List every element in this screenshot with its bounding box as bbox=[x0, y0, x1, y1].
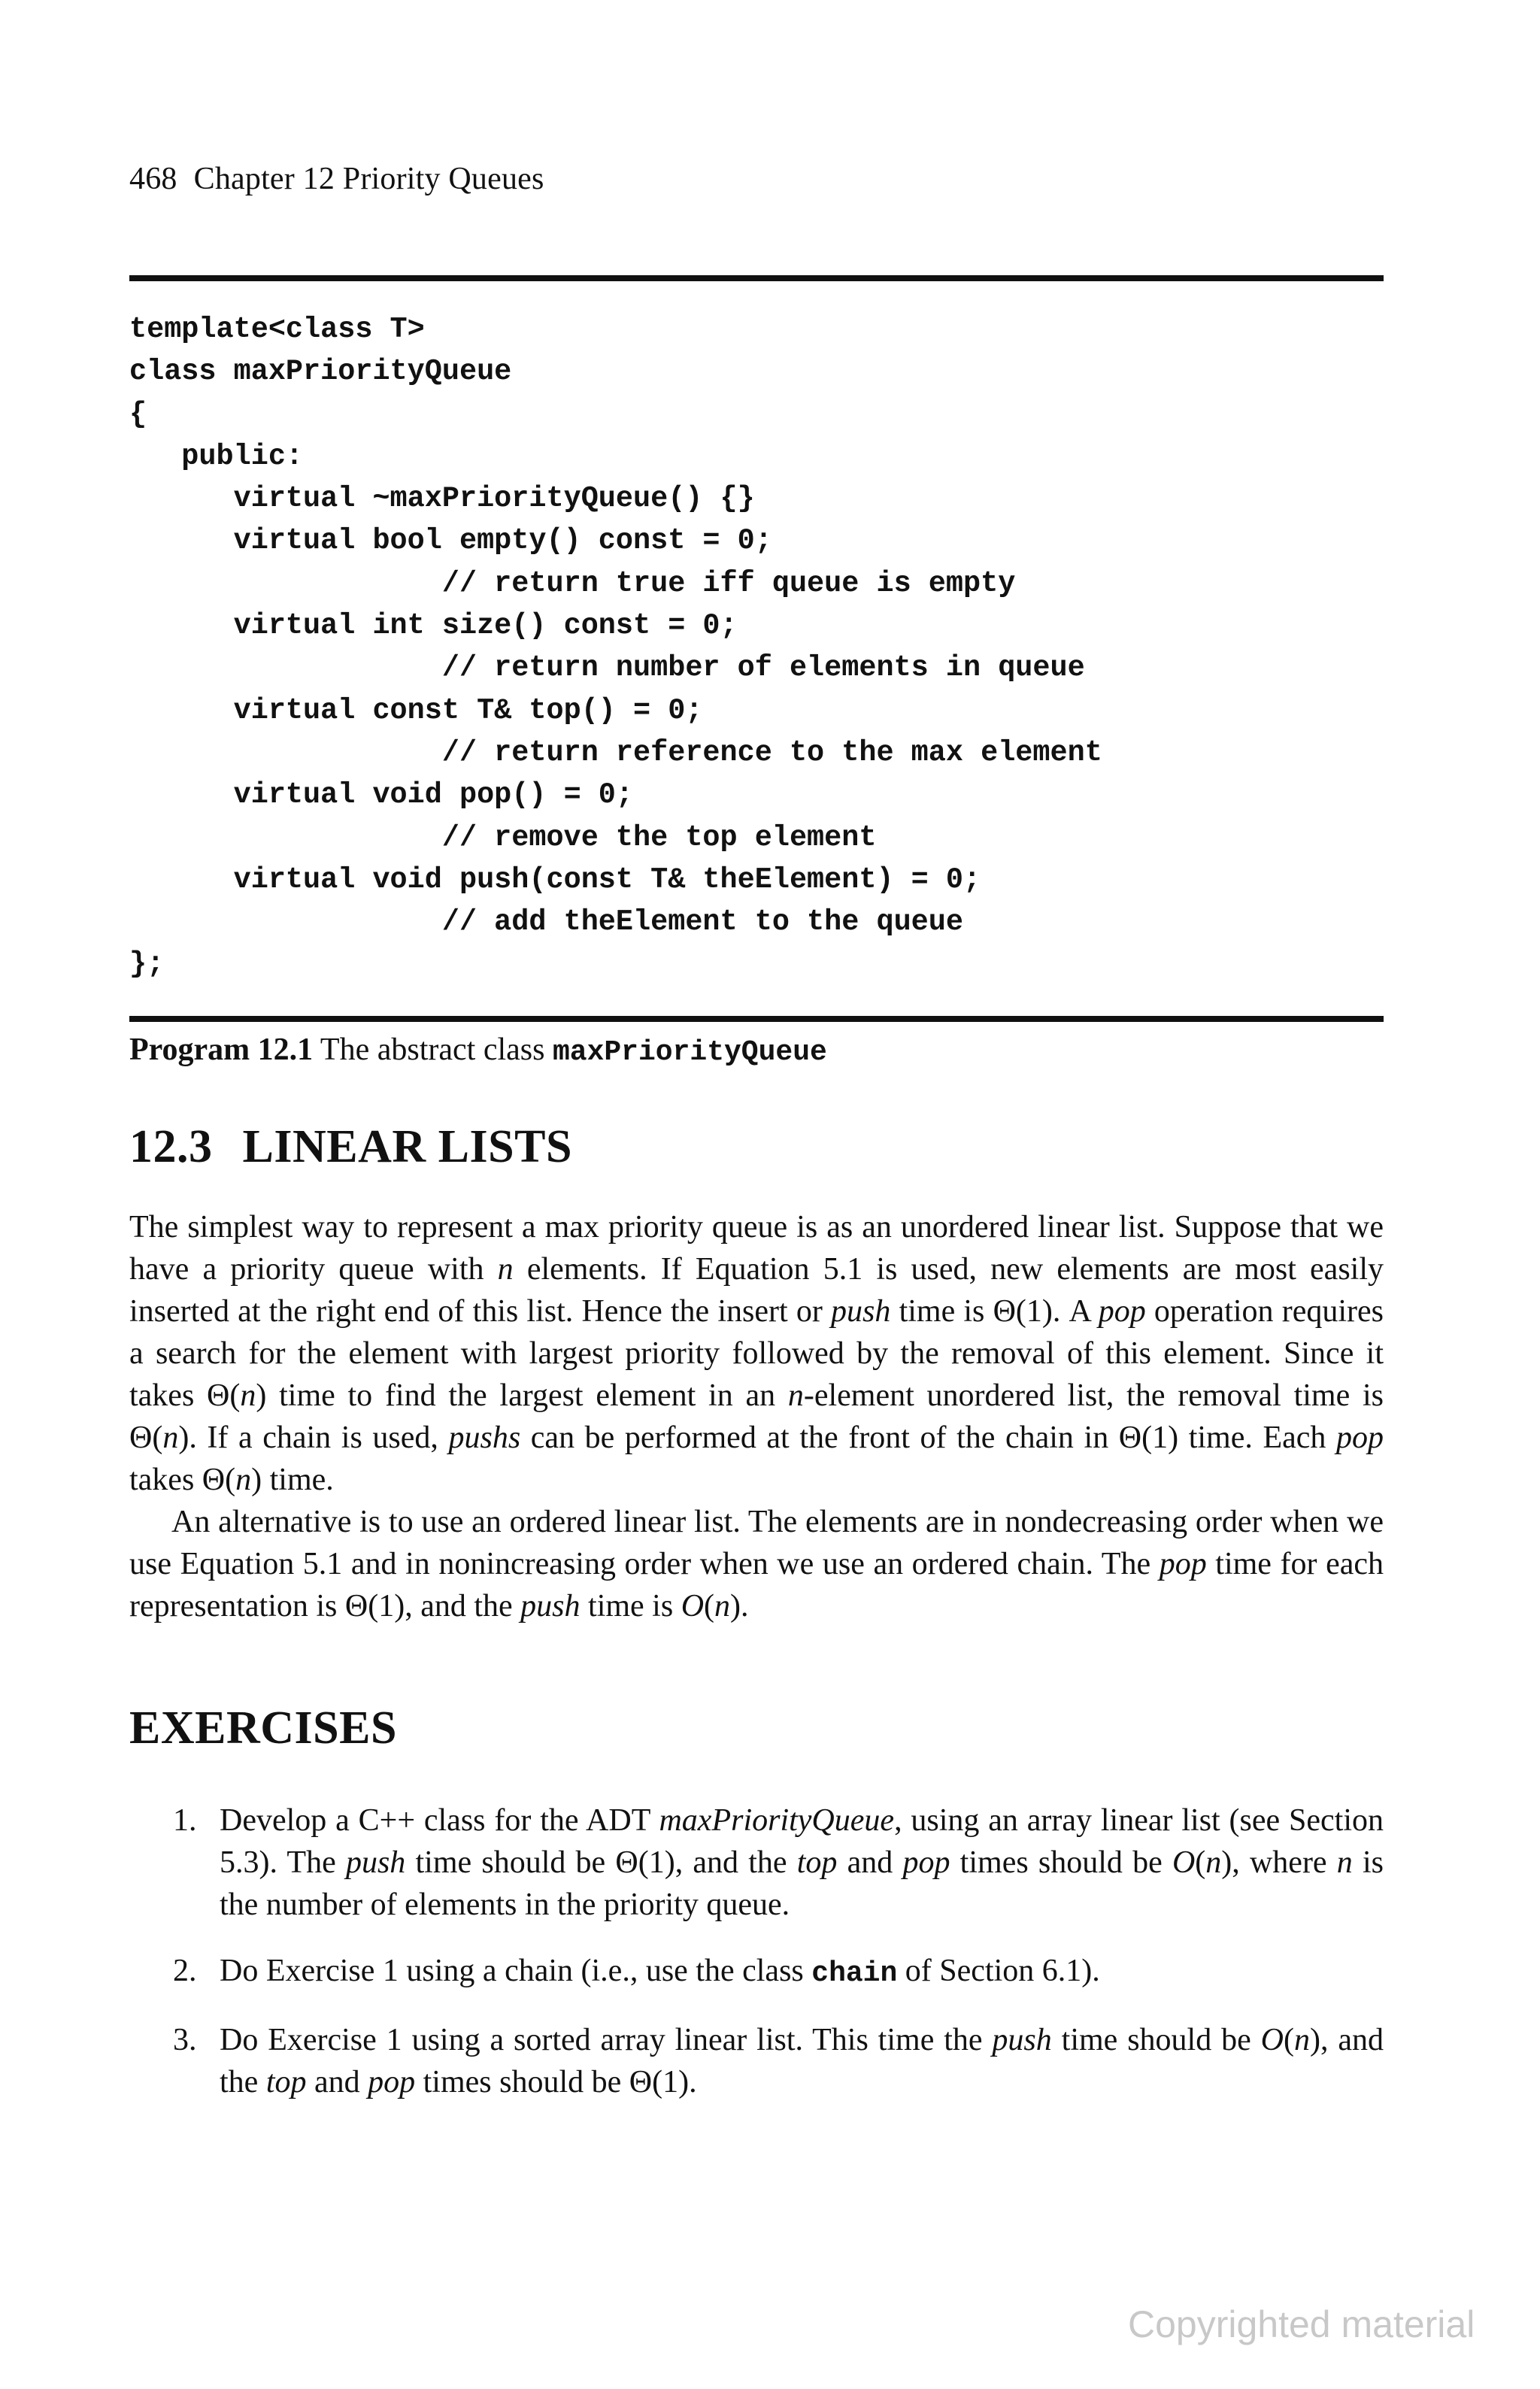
exercises-heading: EXERCISES bbox=[129, 1702, 397, 1754]
text-run: time should be Θ(1), and the bbox=[405, 1845, 797, 1880]
math-var: n bbox=[240, 1378, 256, 1413]
code-line: { bbox=[129, 397, 147, 431]
text-run: can be performed at the front of the chain in Θ(1) time. Each bbox=[520, 1420, 1336, 1455]
section-body bbox=[129, 1206, 1384, 1627]
section-title: LINEAR LISTS bbox=[242, 1121, 572, 1172]
text-run: ), where bbox=[1221, 1845, 1337, 1880]
exercise-number: 1. bbox=[173, 1803, 197, 1838]
program-caption bbox=[129, 1026, 1393, 1077]
exercise-item bbox=[173, 2019, 1384, 2103]
text-run: ) time to find the largest element in an bbox=[256, 1378, 788, 1413]
text-run: times should be bbox=[950, 1845, 1172, 1880]
text-run: Do Exercise 1 using a sorted array linear list. This time the bbox=[220, 2023, 993, 2057]
math-var: O bbox=[1260, 2023, 1284, 2057]
text-run: time for each representation is Θ(1), and the bbox=[129, 1547, 1384, 1623]
text-run: , using an array linear list (see Section 5.3). The bbox=[220, 1803, 1384, 1880]
italic-term: maxPriorityQueue bbox=[659, 1803, 895, 1838]
section-number: 12.3 bbox=[129, 1121, 213, 1172]
code-line: virtual void push(const T& theElement) = 0; bbox=[129, 863, 981, 896]
code-line: virtual ~maxPriorityQueue() {} bbox=[129, 482, 755, 516]
code-line: // return number of elements in queue bbox=[129, 651, 1085, 685]
paragraph-1 bbox=[129, 1206, 1384, 1501]
math-var: n bbox=[1293, 2023, 1310, 2057]
text-run: and bbox=[837, 1845, 903, 1880]
italic-term: push bbox=[992, 2023, 1052, 2057]
code-line: // add theElement to the queue bbox=[129, 905, 963, 939]
text-run: time should be bbox=[1051, 2023, 1261, 2057]
italic-term: top bbox=[265, 2065, 307, 2099]
italic-term: pop bbox=[1159, 1547, 1207, 1581]
code-line: virtual const T& top() = 0; bbox=[129, 693, 703, 727]
text-run: takes Θ( bbox=[129, 1463, 236, 1497]
math-var: n bbox=[1336, 1845, 1353, 1880]
text-run: is the number of elements in the priority queue. bbox=[220, 1845, 1384, 1922]
caption-code-name: maxPriorityQueue bbox=[552, 1036, 827, 1069]
running-head bbox=[129, 161, 544, 197]
exercise-number: 2. bbox=[173, 1954, 197, 1988]
text-run: Develop a C++ class for the ADT bbox=[220, 1803, 659, 1838]
code-line: public: bbox=[129, 439, 304, 473]
text-run: time is bbox=[580, 1589, 681, 1623]
math-var: n bbox=[235, 1463, 252, 1497]
text-run: ( bbox=[704, 1589, 715, 1623]
math-var: O bbox=[1172, 1845, 1196, 1880]
text-run: time is Θ(1). A bbox=[890, 1294, 1099, 1329]
text-run: The simplest way to represent a max priority queue is as an unordered linear list. Suppose that we have a priority queue with bbox=[129, 1210, 1384, 1287]
italic-term: pop bbox=[1098, 1294, 1146, 1329]
exercise-item bbox=[173, 1799, 1384, 1926]
code-line: virtual int size() const = 0; bbox=[129, 609, 738, 643]
text-run: An alternative is to use an ordered linear list. The elements are in nondecreasing order when we use Equation 5.1 and in nonincreasing order when we use an ordered chain. The bbox=[129, 1505, 1384, 1581]
text-run: ), and the bbox=[220, 2023, 1384, 2099]
text-run: operation requires a search for the element with largest priority followed by the removal of this element. Since it takes Θ( bbox=[129, 1294, 1384, 1413]
italic-term: push bbox=[520, 1589, 581, 1623]
paragraph-2 bbox=[129, 1501, 1384, 1627]
text-run: Do Exercise 1 using a chain (i.e., use the class bbox=[220, 1954, 812, 1988]
code-term: chain bbox=[811, 1957, 898, 1990]
math-var: n bbox=[497, 1252, 514, 1287]
caption-label: Program 12.1 bbox=[129, 1032, 314, 1067]
caption-text: The abstract class bbox=[320, 1032, 545, 1067]
text-run: ( bbox=[1195, 1845, 1206, 1880]
chapter-title: Chapter 12 Priority Queues bbox=[193, 162, 544, 196]
math-var: n bbox=[1205, 1845, 1222, 1880]
text-run: and bbox=[306, 2065, 368, 2099]
exercise-list bbox=[173, 1799, 1384, 2127]
italic-term: push bbox=[831, 1294, 891, 1329]
italic-term: pushs bbox=[448, 1420, 521, 1455]
text-run: ( bbox=[1283, 2023, 1294, 2057]
page-number: 468 bbox=[129, 162, 177, 196]
code-line: // return reference to the max element bbox=[129, 735, 1102, 769]
exercise-number: 3. bbox=[173, 2023, 197, 2057]
text-run: of Section 6.1). bbox=[897, 1954, 1100, 1988]
copyright-watermark: Copyrighted material bbox=[1128, 2303, 1475, 2345]
code-line: virtual bool empty() const = 0; bbox=[129, 524, 772, 558]
code-line: class maxPriorityQueue bbox=[129, 355, 512, 389]
text-run: ). bbox=[730, 1589, 749, 1623]
code-listing bbox=[129, 308, 1393, 986]
math-var: n bbox=[787, 1378, 804, 1413]
math-var: O bbox=[681, 1589, 705, 1623]
section-heading bbox=[129, 1117, 572, 1177]
italic-term: push bbox=[345, 1845, 406, 1880]
code-line: // return true iff queue is empty bbox=[129, 566, 1016, 600]
text-run: -element unordered list, the removal time is Θ( bbox=[129, 1378, 1384, 1455]
text-run: ) time. bbox=[251, 1463, 334, 1497]
math-var: n bbox=[714, 1589, 731, 1623]
code-line: virtual void pop() = 0; bbox=[129, 778, 634, 812]
text-run: elements. If Equation 5.1 is used, new elements are most easily inserted at the right end of this list. Hence the insert or bbox=[129, 1252, 1384, 1329]
italic-term: pop bbox=[1335, 1420, 1384, 1455]
text-run: ). If a chain is used, bbox=[178, 1420, 449, 1455]
code-line: }; bbox=[129, 947, 165, 981]
code-line: template<class T> bbox=[129, 313, 425, 346]
math-var: n bbox=[162, 1420, 179, 1455]
program-top-rule bbox=[129, 275, 1384, 281]
italic-term: top bbox=[796, 1845, 838, 1880]
italic-term: pop bbox=[902, 1845, 950, 1880]
italic-term: pop bbox=[368, 2065, 416, 2099]
exercise-item bbox=[173, 1950, 1384, 1995]
program-bottom-rule bbox=[129, 1016, 1384, 1022]
code-line: // remove the top element bbox=[129, 820, 877, 854]
text-run: times should be Θ(1). bbox=[415, 2065, 697, 2099]
